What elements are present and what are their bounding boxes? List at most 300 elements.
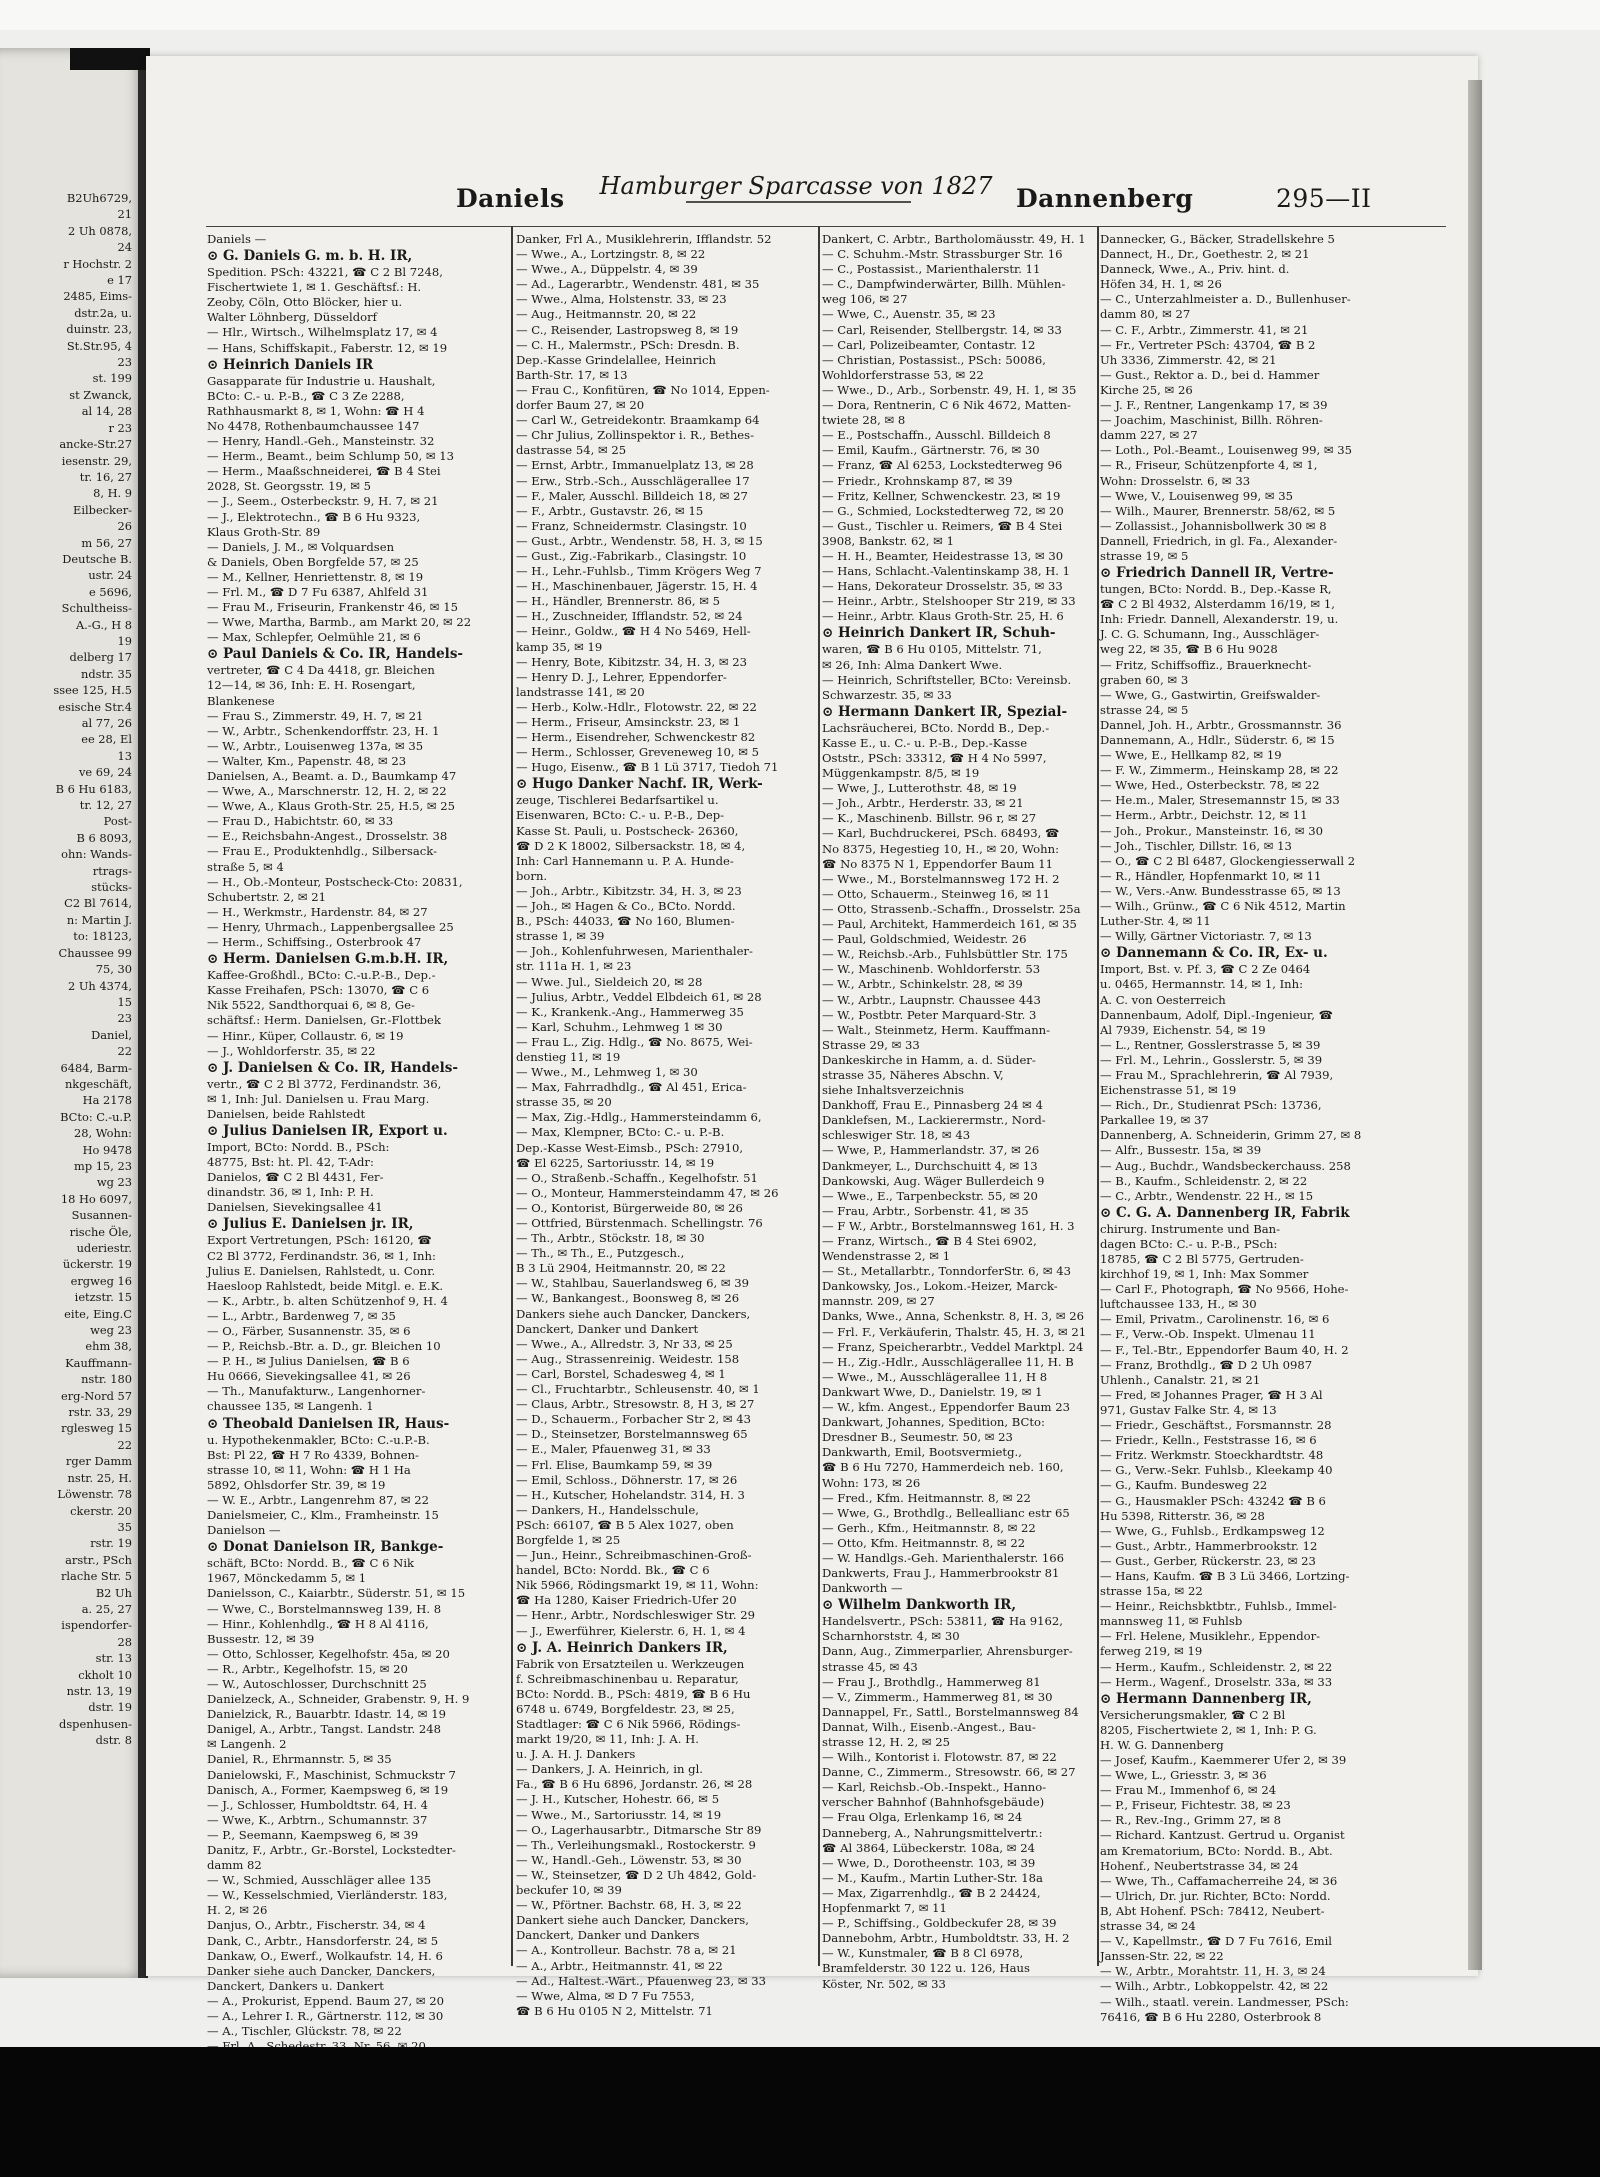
left-page-fragment: Daniel, bbox=[91, 1027, 132, 1042]
directory-entry-line: — K., Maschinenb. Billstr. 96 r, ✉ 27 bbox=[822, 811, 1037, 826]
directory-entry-line: — C., Unterzahlmeister a. D., Bullenhuser- bbox=[1100, 292, 1351, 307]
directory-entry-line: — Karl, Reichsb.-Ob.-Inspekt., Hanno- bbox=[822, 1780, 1047, 1795]
directory-entry-line: — Wwe, Martha, Barmb., am Markt 20, ✉ 22 bbox=[207, 615, 472, 630]
directory-entry-line: — Frau E., Produktenhdlg., Silbersack- bbox=[207, 844, 438, 859]
directory-entry-line: schäft, BCto: Nordd. B., ☎ C 6 Nik bbox=[207, 1556, 415, 1571]
firm-entry-heading: ⊙ Wilhelm Dankworth IR, bbox=[822, 1597, 1017, 1614]
directory-entry-line: — Wwe, G., Fuhlsb., Erdkampsweg 12 bbox=[1100, 1523, 1325, 1538]
directory-entry-line: Danklefsen, M., Lackierermstr., Nord- bbox=[822, 1113, 1046, 1128]
directory-entry-line: — Chr Julius, Zollinspektor i. R., Bethes- bbox=[516, 428, 755, 443]
left-page-fragment: dspenhusen- bbox=[59, 1716, 132, 1731]
directory-entry-line: Danielos, ☎ C 2 Bl 4431, Fer- bbox=[207, 1170, 384, 1185]
directory-entry-line: — Wwe., M., Borstelmannsweg 172 H. 2 bbox=[822, 871, 1060, 886]
directory-entry-line: — H., Werkmstr., Hardenstr. 84, ✉ 27 bbox=[207, 904, 428, 919]
directory-entry-line: — Wwe., E., Tarpenbeckstr. 55, ✉ 20 bbox=[822, 1188, 1038, 1203]
directory-entry-line: — C., Arbtr., Wendenstr. 22 H., ✉ 15 bbox=[1100, 1188, 1314, 1203]
directory-entry-line: — Wwe., M., Lehmweg 1, ✉ 30 bbox=[516, 1065, 698, 1080]
directory-entry-line: — Frau M., Sprachlehrerin, ☎ Al 7939, bbox=[1100, 1067, 1334, 1082]
directory-entry-line: H. 2, ✉ 26 bbox=[207, 1903, 268, 1918]
directory-entry-line: — Wilh., Maurer, Brennerstr. 58/62, ✉ 5 bbox=[1100, 503, 1336, 518]
directory-entry-line: ☎ Al 3864, Lübeckerstr. 108a, ✉ 24 bbox=[822, 1840, 1035, 1855]
directory-entry-line: — Frau, Arbtr., Sorbenstr. 41, ✉ 35 bbox=[822, 1203, 1029, 1218]
directory-entry-line: — Wwe., D., Arb., Sorbenstr. 49, H. 1, ✉ 35 bbox=[822, 382, 1077, 397]
directory-entry-line: — Hinr., Kohlenhdlg., ☎ H 8 Al 4116, bbox=[207, 1616, 429, 1631]
directory-entry-line: — Otto, Strassenb.-Schaffn., Drosselstr. 25a bbox=[822, 901, 1081, 916]
directory-entry-line: Dankert siehe auch Dancker, Danckers, bbox=[516, 1913, 749, 1928]
left-page-fragment: Eilbecker- bbox=[73, 502, 132, 517]
directory-entry-line: — Paul, Goldschmied, Weidestr. 26 bbox=[822, 932, 1027, 947]
directory-entry-line: — R., Arbtr., Kegelhofstr. 15, ✉ 20 bbox=[207, 1661, 408, 1676]
left-page-fragment: 19 bbox=[117, 633, 132, 648]
directory-entry-line: — Zollassist., Johannisbollwerk 30 ✉ 8 bbox=[1100, 518, 1327, 533]
directory-entry-line: Versicherungsmakler, ☎ C 2 Bl bbox=[1100, 1707, 1286, 1722]
directory-entry-line: — O., Monteur, Hammersteindamm 47, ✉ 26 bbox=[516, 1185, 779, 1200]
directory-entry-line: chirurg. Instrumente und Ban- bbox=[1100, 1221, 1281, 1236]
directory-entry-line: B, Abt Hohenf. PSch: 78412, Neubert- bbox=[1100, 1903, 1325, 1918]
directory-entry-line: Dep.-Kasse West-Eimsb., PSch: 27910, bbox=[516, 1140, 744, 1155]
firm-entry-heading: ⊙ Julius Danielsen IR, Export u. bbox=[207, 1122, 448, 1139]
left-page-fragment: duinstr. 23, bbox=[66, 322, 132, 337]
directory-entry-line: — Wwe, A., Marschnerstr. 12, H. 2, ✉ 22 bbox=[207, 784, 447, 799]
directory-entry-line: — Ulrich, Dr. jur. Richter, BCto: Nordd. bbox=[1100, 1888, 1331, 1903]
directory-entry-line: damm 227, ✉ 27 bbox=[1100, 428, 1198, 443]
directory-entry-line: — F., Arbtr., Gustavstr. 26, ✉ 15 bbox=[516, 503, 704, 518]
firm-entry-heading: ⊙ Heinrich Daniels IR bbox=[207, 356, 374, 373]
directory-entry-line: — Aug., Heitmannstr. 20, ✉ 22 bbox=[516, 307, 697, 322]
page-number: 295—II bbox=[1276, 184, 1372, 213]
directory-entry-line: verscher Bahnhof (Bahnhofsgebäude) bbox=[822, 1795, 1045, 1810]
directory-entry-line: — W., Maschinenb. Wohldorferstr. 53 bbox=[822, 962, 1041, 977]
directory-entry-line: — Rich., Dr., Studienrat PSch: 13736, bbox=[1100, 1098, 1322, 1113]
directory-entry-line: Bst: Pl 22, ☎ H 7 Ro 4339, Bohnen- bbox=[207, 1447, 419, 1462]
directory-entry-line: Dannappel, Fr., Sattl., Borstelmannsweg 84 bbox=[822, 1704, 1079, 1719]
directory-entry-line: — Alfr., Bussestr. 15a, ✉ 39 bbox=[1100, 1143, 1262, 1158]
left-page-fragment: ustr. 24 bbox=[88, 568, 132, 583]
directory-entry-line: — W., Kesselschmied, Vierländerstr. 183, bbox=[207, 1888, 448, 1903]
directory-entry-line: No 8375, Hegestieg 10, H., ✉ 20, Wohn: bbox=[822, 841, 1059, 856]
left-page-fragment: rtrags- bbox=[92, 863, 132, 878]
directory-entry-line: — Gust., Zig.-Fabrikarb., Clasingstr. 10 bbox=[516, 548, 747, 563]
directory-entry-line: Dresdner B., Seumestr. 50, ✉ 23 bbox=[822, 1430, 1013, 1445]
directory-entry-line: Dannebohm, Arbtr., Humboldtstr. 33, H. 2 bbox=[822, 1931, 1070, 1946]
directory-entry-line: — Wwe, E., Hellkamp 82, ✉ 19 bbox=[1100, 748, 1282, 763]
directory-entry-line: strasse 10, ✉ 11, Wohn: ☎ H 1 Ha bbox=[207, 1462, 411, 1477]
directory-entry-line: Fa., ☎ B 6 Hu 6896, Jordanstr. 26, ✉ 28 bbox=[516, 1777, 753, 1792]
header-right-name: Dannenberg bbox=[1016, 184, 1194, 213]
directory-entry-line: strasse 35, Näheres Abschn. V, bbox=[822, 1067, 1004, 1082]
directory-entry-line: — O., ☎ C 2 Bl 6487, Glockengiesserwall 2 bbox=[1100, 853, 1356, 868]
directory-entry-line: Danielowski, F., Maschinist, Schmuckstr 7 bbox=[207, 1767, 456, 1782]
directory-entry-line: Inh: Carl Hannemann u. P. A. Hunde- bbox=[516, 853, 734, 868]
directory-entry-line: 76416, ☎ B 6 Hu 2280, Osterbrook 8 bbox=[1100, 2009, 1322, 2024]
directory-entry-line: Blankenese bbox=[207, 693, 275, 708]
directory-entry-line: Kasse Freihafen, PSch: 13070, ☎ C 6 bbox=[207, 983, 430, 998]
directory-entry-line: — W., Vers.-Anw. Bundesstrasse 65, ✉ 13 bbox=[1100, 883, 1341, 898]
directory-entry-line: Danielson — bbox=[207, 1523, 281, 1538]
directory-entry-line: — Joh., Tischler, Dillstr. 16, ✉ 13 bbox=[1100, 838, 1292, 853]
directory-entry-line: — A., Prokurist, Eppend. Baum 27, ✉ 20 bbox=[207, 1993, 445, 2008]
directory-entry-line: — Heinr., Arbtr. Klaus Groth-Str. 25, H. 6 bbox=[822, 609, 1064, 624]
directory-entry-line: — Frl. M., ☎ D 7 Fu 6387, Ahlfeld 31 bbox=[207, 584, 429, 599]
directory-entry-line: — A., Tischler, Glückstr. 78, ✉ 22 bbox=[207, 2024, 402, 2039]
left-page-fragment: nstr. 25, H. bbox=[67, 1470, 132, 1485]
left-page-fragment: nkgeschäft, bbox=[64, 1076, 132, 1091]
left-page-fragment: ckholt 10 bbox=[78, 1667, 132, 1682]
directory-entry-line: tungen, BCto: Nordd. B., Dep.-Kasse R, bbox=[1100, 582, 1332, 597]
directory-entry-line: dinandstr. 36, ✉ 1, Inh: P. H. bbox=[207, 1185, 374, 1200]
directory-entry-line: — C. Schuhm.-Mstr. Strassburger Str. 16 bbox=[822, 247, 1063, 262]
directory-entry-line: luftchaussee 133, H., ✉ 30 bbox=[1100, 1297, 1257, 1312]
directory-entry-line: Import, BCto: Nordd. B., PSch: bbox=[207, 1139, 390, 1154]
left-page-fragment: 23 bbox=[117, 355, 132, 370]
left-page-fragment: st. 199 bbox=[92, 371, 132, 386]
directory-entry-line: graben 60, ✉ 3 bbox=[1100, 672, 1189, 687]
directory-entry-line: — Joh., ✉ Hagen & Co., BCto. Nordd. bbox=[516, 899, 736, 914]
directory-entry-line: — H., Maschinenbauer, Jägerstr. 15, H. 4 bbox=[516, 579, 758, 594]
directory-entry-line: — Carl, Reisender, Stellbergstr. 14, ✉ 33 bbox=[822, 322, 1062, 337]
directory-entry-line: — H., Ob.-Monteur, Postscheck-Cto: 20831, bbox=[207, 874, 463, 889]
left-page-fragment: 24 bbox=[117, 240, 132, 255]
directory-entry-line: Dankwart Wwe, D., Danielstr. 19, ✉ 1 bbox=[822, 1384, 1043, 1399]
directory-entry-line: twiete 28, ✉ 8 bbox=[822, 413, 906, 428]
directory-entry-line: strasse 19, ✉ 5 bbox=[1100, 548, 1189, 563]
directory-entry-line: Julius E. Danielsen, Rahlstedt, u. Conr. bbox=[207, 1263, 436, 1278]
directory-entry-line: — D., Schauerm., Forbacher Str 2, ✉ 43 bbox=[516, 1412, 751, 1427]
directory-entry-line: Danielsen, A., Beamt. a. D., Baumkamp 47 bbox=[207, 769, 457, 783]
directory-entry-line: — Wwe, G., Brothdlg., Belleallianc estr 65 bbox=[822, 1505, 1070, 1520]
directory-entry-line: — Frau M., Friseurin, Frankenstr 46, ✉ 15 bbox=[207, 600, 458, 615]
directory-entry-line: — Wwe., M., Ausschlägerallee 11, H 8 bbox=[822, 1369, 1048, 1384]
left-page-fragment: Susannen- bbox=[71, 1208, 132, 1223]
directory-entry-line: Schubertstr. 2, ✉ 21 bbox=[207, 889, 326, 904]
directory-entry-line: strasse 24, ✉ 5 bbox=[1100, 702, 1189, 717]
left-page-fragment: stücks- bbox=[91, 880, 132, 895]
directory-entry-line: — Wilh., Arbtr., Lobkoppelstr. 42, ✉ 22 bbox=[1100, 1979, 1329, 1994]
directory-entry-line: Kirche 25, ✉ 26 bbox=[1100, 382, 1193, 397]
directory-entry-line: — Wwe, C., Auenstr. 35, ✉ 23 bbox=[822, 307, 996, 322]
directory-entry-line: — Th., ✉ Th., E., Putzgesch., bbox=[516, 1246, 685, 1261]
directory-entry-line: — Herm., Schiffsing., Osterbrook 47 bbox=[207, 935, 422, 950]
directory-entry-line: — Ad., Lagerarbtr., Wendenstr. 481, ✉ 35 bbox=[516, 277, 760, 292]
directory-entry-line: Danks, Wwe., Anna, Schenkstr. 8, H. 3, ✉ 26 bbox=[822, 1309, 1084, 1324]
directory-entry-line: Dankmeyer, L., Durchschuitt 4, ✉ 13 bbox=[822, 1158, 1038, 1173]
directory-entry-line: Dannel, Joh. H., Arbtr., Grossmannstr. 36 bbox=[1100, 717, 1342, 732]
directory-entry-line: — R., Friseur, Schützenpforte 4, ✉ 1, bbox=[1100, 458, 1318, 473]
directory-entry-line: 2028, St. Georgsstr. 19, ✉ 5 bbox=[207, 479, 372, 494]
directory-entry-line: — Fred, ✉ Johannes Prager, ☎ H 3 Al bbox=[1100, 1387, 1323, 1402]
directory-entry-line: — L., Rentner, Gosslerstrasse 5, ✉ 39 bbox=[1100, 1037, 1321, 1052]
directory-entry-line: zeuge, Tischlerei Bedarfsartikel u. bbox=[516, 793, 719, 808]
directory-entry-line: — Dankers, H., Handelsschule, bbox=[516, 1502, 699, 1517]
directory-entry-line: — O., Färber, Susannenstr. 35, ✉ 6 bbox=[207, 1324, 411, 1338]
directory-entry-line: — Richard. Kantzust. Gertrud u. Organist bbox=[1100, 1828, 1345, 1843]
directory-entry-line: Danielzick, R., Bauarbtr. Idastr. 14, ✉ 19 bbox=[207, 1707, 446, 1722]
directory-entry-line: Dankert, C. Arbtr., Bartholomäusstr. 49, H. 1 bbox=[822, 232, 1086, 246]
left-page-fragment: ietzstr. 15 bbox=[74, 1290, 132, 1305]
firm-entry-heading: ⊙ Theobald Danielsen IR, Haus- bbox=[207, 1415, 450, 1432]
directory-entry-line: — W., Pförtner. Bachstr. 68, H. 3, ✉ 22 bbox=[516, 1898, 742, 1913]
directory-entry-line: vertreter, ☎ C 4 Da 4418, gr. Bleichen bbox=[207, 663, 435, 678]
directory-entry-line: — H., Zig.-Hdlr., Ausschlägerallee 11, H. B bbox=[822, 1354, 1074, 1369]
left-page-fragment: tr. 12, 27 bbox=[79, 798, 132, 813]
directory-entry-line: — Fritz, Kellner, Schwenckestr. 23, ✉ 19 bbox=[822, 488, 1061, 503]
directory-entry-line: Hopfenmarkt 7, ✉ 11 bbox=[822, 1901, 947, 1916]
directory-entry-line: damm 80, ✉ 27 bbox=[1100, 307, 1191, 322]
directory-entry-line: — Hinr., Küper, Collaustr. 6, ✉ 19 bbox=[207, 1028, 404, 1043]
left-page-fragment: dstr. 8 bbox=[95, 1733, 132, 1748]
directory-entry-line: ☎ D 2 K 18002, Silbersackstr. 18, ✉ 4, bbox=[516, 838, 746, 853]
directory-entry-line: Hu 5398, Ritterstr. 36, ✉ 28 bbox=[1100, 1508, 1265, 1523]
left-page-fragment: 22 bbox=[117, 1437, 132, 1452]
left-page-fragment: eite, Eing.C bbox=[64, 1306, 132, 1321]
directory-entry-line: — Henry, Bote, Kibitzstr. 34, H. 3, ✉ 23 bbox=[516, 654, 748, 669]
directory-entry-line: Al 7939, Eichenstr. 54, ✉ 19 bbox=[1100, 1022, 1266, 1037]
directory-entry-line: ☎ No 8375 N 1, Eppendorfer Baum 11 bbox=[822, 856, 1053, 871]
left-page-fragment: ückerstr. 19 bbox=[62, 1257, 132, 1272]
directory-entry-line: — W., Kunstmaler, ☎ B 8 Cl 6978, bbox=[822, 1946, 1024, 1961]
directory-entry-line: — Frau J., Brothdlg., Hammerweg 81 bbox=[822, 1674, 1041, 1689]
directory-entry-line: Dankhoff, Frau E., Pinnasberg 24 ✉ 4 bbox=[822, 1098, 1043, 1113]
left-page-fragment: n: Martin J. bbox=[66, 912, 132, 927]
directory-entry-line: — J., Ewerführer, Kielerstr. 6, H. 1, ✉ 4 bbox=[516, 1623, 746, 1638]
directory-entry-line: Strasse 29, ✉ 33 bbox=[822, 1037, 920, 1052]
left-page-fragment: rstr. 33, 29 bbox=[68, 1405, 132, 1420]
directory-entry-line: str. 111a H. 1, ✉ 23 bbox=[516, 959, 632, 974]
directory-entry-line: 12—14, ✉ 36, Inh: E. H. Rosengart, bbox=[207, 678, 416, 693]
directory-entry-line: — Wwe., A., Allredstr. 3, Nr 33, ✉ 25 bbox=[516, 1336, 733, 1351]
directory-entry-line: — A., Lehrer I. R., Gärtnerstr. 112, ✉ 30 bbox=[207, 2009, 444, 2024]
directory-entry-line: — Gust., Gerber, Rückerstr. 23, ✉ 23 bbox=[1100, 1553, 1316, 1568]
directory-entry-line: — Franz, ☎ Al 6253, Lockstedterweg 96 bbox=[822, 458, 1063, 473]
directory-entry-line: 48775, Bst: ht. Pl. 42, T-Adr: bbox=[207, 1155, 374, 1170]
left-page-fragment: Post- bbox=[103, 814, 132, 829]
directory-entry-line: — Franz, Brothdlg., ☎ D 2 Uh 0987 bbox=[1100, 1357, 1313, 1372]
left-page-fragment: al 77, 26 bbox=[81, 716, 132, 730]
left-page-fragment: m 56, 27 bbox=[81, 535, 132, 550]
directory-entry-line: — Frau C., Konfitüren, ☎ No 1014, Eppen- bbox=[516, 382, 770, 397]
directory-entry-line: — Christian, Postassist., PSch: 50086, bbox=[822, 352, 1046, 367]
directory-entry-line: Wohldorferstrasse 53, ✉ 22 bbox=[822, 367, 984, 382]
directory-entry-line: — Henr., Arbtr., Nordschleswiger Str. 29 bbox=[516, 1608, 756, 1623]
left-page-fragment: 2 Uh 0878, bbox=[67, 223, 132, 238]
directory-entry-line: beckufer 10, ✉ 39 bbox=[516, 1883, 622, 1898]
directory-entry-line: Höfen 34, H. 1, ✉ 26 bbox=[1100, 277, 1222, 292]
left-page-fragment: 23 bbox=[117, 1011, 132, 1026]
directory-entry-line: — P., Seemann, Kaempsweg 6, ✉ 39 bbox=[207, 1827, 419, 1842]
directory-entry-line: Danker siehe auch Dancker, Danckers, bbox=[207, 1963, 436, 1978]
directory-entry-line: Danielzeck, A., Schneider, Grabenstr. 9, H. 9 bbox=[207, 1692, 470, 1707]
directory-entry-line: — J., Seem., Osterbeckstr. 9, H. 7, ✉ 21 bbox=[207, 494, 439, 509]
directory-entry-line: Zeoby, Cöln, Otto Blöcker, hier u. bbox=[207, 295, 403, 310]
directory-entry-line: — He.m., Maler, Stresemannstr 15, ✉ 33 bbox=[1100, 793, 1340, 808]
directory-entry-line: — Willy, Gärtner Victoriastr. 7, ✉ 13 bbox=[1100, 929, 1312, 944]
directory-entry-line: — Hans, Schlacht.-Valentinskamp 38, H. 1 bbox=[822, 564, 1071, 579]
directory-entry-line: weg 22, ✉ 35, ☎ B 6 Hu 9028 bbox=[1100, 642, 1278, 657]
directory-entry-line: Dann, Aug., Zimmerparlier, Ahrensburger- bbox=[822, 1644, 1073, 1659]
directory-entry-line: Dankwerts, Frau J., Hammerbrookstr 81 bbox=[822, 1566, 1060, 1581]
directory-entry-line: PSch: 66107, ☎ B 5 Alex 1027, oben bbox=[516, 1517, 734, 1532]
directory-entry-line: Hu 0666, Sievekingsallee 41, ✉ 26 bbox=[207, 1369, 411, 1384]
directory-entry-line: vertr., ☎ C 2 Bl 3772, Ferdinandstr. 36, bbox=[207, 1076, 442, 1091]
left-page-fragment: esische Str.4 bbox=[58, 699, 132, 714]
directory-entry-line: B 3 Lü 2904, Heitmannstr. 20, ✉ 22 bbox=[516, 1261, 726, 1276]
left-page-text-fragments bbox=[0, 190, 132, 1749]
directory-entry-line: schleswiger Str. 18, ✉ 43 bbox=[822, 1128, 971, 1143]
directory-entry-line: — W., Handl.-Geh., Löwenstr. 53, ✉ 30 bbox=[516, 1852, 742, 1867]
left-page-fragment: A.-G., H 8 bbox=[75, 617, 132, 632]
sparcasse-logo bbox=[599, 154, 993, 214]
directory-entry-line: Dankeskirche in Hamm, a. d. Süder- bbox=[822, 1052, 1036, 1067]
directory-entry-line: — C., Dampfwinderwärter, Billh. Mühlen- bbox=[822, 277, 1066, 292]
firm-entry-heading: ⊙ C. G. A. Dannenberg IR, Fabrik bbox=[1100, 1204, 1350, 1221]
directory-entry-line: Danjus, O., Arbtr., Fischerstr. 34, ✉ 4 bbox=[207, 1918, 426, 1933]
firm-entry-heading: ⊙ Herm. Danielsen G.m.b.H. IR, bbox=[207, 951, 449, 968]
directory-entry-line: — Wwe, Hed., Osterbeckstr. 78, ✉ 22 bbox=[1100, 778, 1320, 793]
column-divider bbox=[511, 226, 513, 1966]
directory-entry-line: — Fritz, Schiffsoffiz., Brauerknecht- bbox=[1100, 657, 1312, 672]
directory-entry-line: — Wwe, A., Klaus Groth-Str. 25, H.5, ✉ 25 bbox=[207, 799, 456, 814]
directory-entry-line: ✉ 1, Inh: Jul. Danielsen u. Frau Marg. bbox=[207, 1091, 430, 1106]
firm-entry-heading: ⊙ Hermann Dankert IR, Spezial- bbox=[822, 703, 1068, 720]
page-edge bbox=[1468, 80, 1482, 1970]
left-page-fragment: nstr. 13, 19 bbox=[66, 1683, 132, 1698]
directory-entry-line: — W., Arbtr., Schinkelstr. 28, ✉ 39 bbox=[822, 977, 1023, 992]
directory-entry-line: — Karl, Schuhm., Lehmweg 1 ✉ 30 bbox=[516, 1019, 723, 1034]
left-page-fragment: C2 Bl 7614, bbox=[64, 896, 132, 911]
directory-entry-line: Dannat, Wilh., Eisenb.-Angest., Bau- bbox=[822, 1719, 1036, 1734]
directory-entry-line: Export Vertretungen, PSch: 16120, ☎ bbox=[207, 1233, 432, 1248]
directory-entry-line: Lachsräucherei, BCto. Nordd B., Dep.- bbox=[822, 720, 1050, 735]
directory-entry-line: — Henry, Handl.-Geh., Mansteinstr. 32 bbox=[207, 434, 435, 449]
directory-entry-line: — Wwe, G., Gastwirtin, Greifswalder- bbox=[1100, 687, 1321, 702]
left-page-fragment: Ha 2178 bbox=[82, 1093, 132, 1108]
directory-entry-line: — P., Reichsb.-Btr. a. D., gr. Bleichen 10 bbox=[207, 1339, 441, 1354]
directory-entry-line: — D., Steinsetzer, Borstelmannsweg 65 bbox=[516, 1427, 748, 1442]
directory-entry-line: ☎ El 6225, Sartoriusstr. 14, ✉ 19 bbox=[516, 1155, 715, 1170]
firm-entry-heading: ⊙ Friedrich Dannell IR, Vertre- bbox=[1100, 565, 1334, 582]
left-page-fragment: 21 bbox=[117, 207, 132, 222]
directory-entry-line: handel, BCto: Nordd. Bk., ☎ C 6 bbox=[516, 1563, 710, 1578]
directory-entry-line: — Fr., Vertreter PSch: 43704, ☎ B 2 bbox=[1100, 337, 1316, 352]
directory-entry-line: — Walt., Steinmetz, Herm. Kauffmann- bbox=[822, 1022, 1051, 1037]
directory-entry-line: kamp 35, ✉ 19 bbox=[516, 639, 603, 654]
directory-entry-line: — Friedr., Kelln., Feststrasse 16, ✉ 6 bbox=[1100, 1433, 1317, 1448]
left-page-fragment: r Hochstr. 2 bbox=[63, 256, 132, 271]
directory-entry-line: Schwarzestr. 35, ✉ 33 bbox=[822, 687, 952, 702]
left-page-fragment: ehm 38, bbox=[85, 1339, 132, 1354]
directory-entry-line: 8205, Fischertwiete 2, ✉ 1, Inh: P. G. bbox=[1100, 1722, 1317, 1737]
directory-entry-line: — Hans, Dekorateur Drosselstr. 35, ✉ 33 bbox=[822, 579, 1063, 594]
directory-entry-line: — W., Stahlbau, Sauerlandsweg 6, ✉ 39 bbox=[516, 1276, 750, 1291]
directory-entry-line: — Wwe., M., Sartoriusstr. 14, ✉ 19 bbox=[516, 1807, 722, 1822]
directory-entry-line: Danigel, A., Arbtr., Tangst. Landstr. 248 bbox=[207, 1722, 441, 1737]
directory-entry-line: Kaffee-Großhdl., BCto: C.-u.P.-B., Dep.- bbox=[207, 968, 436, 983]
directory-entry-line: Wohn: 173, ✉ 26 bbox=[822, 1475, 921, 1490]
left-page-fragment: Löwenstr. 78 bbox=[57, 1487, 132, 1502]
directory-entry-line: — Max, Zig.-Hdlg., Hammersteindamm 6, bbox=[516, 1110, 762, 1125]
directory-entry-line: — Franz, Wirtsch., ☎ B 4 Stei 6902, bbox=[822, 1234, 1037, 1248]
directory-entry-line: — Joh., Prokur., Mansteinstr. 16, ✉ 30 bbox=[1100, 823, 1323, 838]
directory-entry-line: Bussestr. 12, ✉ 39 bbox=[207, 1631, 315, 1646]
directory-entry-line: strasse 34, ✉ 24 bbox=[1100, 1919, 1196, 1934]
directory-entry-line: — F., Tel.-Btr., Eppendorfer Baum 40, H. 2 bbox=[1100, 1342, 1349, 1357]
directory-entry-line: kirchhof 19, ✉ 1, Inh: Max Sommer bbox=[1100, 1267, 1309, 1282]
directory-entry-line: — K., Krankenk.-Ang., Hammerweg 35 bbox=[516, 1004, 744, 1019]
left-page-fragment: ispendorfer- bbox=[61, 1618, 132, 1633]
directory-entry-line: — P. H., ✉ Julius Danielsen, ☎ B 6 bbox=[207, 1354, 410, 1369]
directory-entry-line: — Claus, Arbtr., Stresowstr. 8, H 3, ✉ 27 bbox=[516, 1397, 755, 1412]
directory-entry-line: — F W., Arbtr., Borstelmannsweg 161, H. 3 bbox=[822, 1218, 1075, 1233]
directory-entry-line: — O., Lagerhausarbtr., Ditmarsche Str 89 bbox=[516, 1822, 762, 1837]
directory-entry-line: & Daniels, Oben Borgfelde 57, ✉ 25 bbox=[207, 554, 419, 569]
directory-entry-line: — W., kfm. Angest., Eppendorfer Baum 23 bbox=[822, 1400, 1070, 1415]
left-page-fragment: to: 18123, bbox=[73, 929, 132, 944]
directory-entry-line: — Otto, Schlosser, Kegelhofstr. 45a, ✉ 20 bbox=[207, 1646, 450, 1661]
directory-entry-line: Klaus Groth-Str. 89 bbox=[207, 524, 321, 539]
directory-entry-line: — Heinrich, Schriftsteller, BCto: Vereinsb. bbox=[822, 672, 1072, 687]
directory-entry-line: — W., Steinsetzer, ☎ D 2 Uh 4842, Gold- bbox=[516, 1867, 757, 1882]
directory-entry-line: — W., Arbtr., Morahtstr. 11, H. 3, ✉ 24 bbox=[1100, 1964, 1326, 1979]
directory-entry-line: — Paul, Architekt, Hammerdeich 161, ✉ 35 bbox=[822, 917, 1077, 932]
left-page-fragment: St.Str.95, 4 bbox=[66, 338, 132, 353]
directory-entry-line: — H., Händler, Brennerstr. 86, ✉ 5 bbox=[516, 594, 720, 609]
left-page-fragment: Kauffmann- bbox=[65, 1355, 132, 1370]
directory-entry-line: — Frl. Helene, Musiklehr., Eppendor- bbox=[1100, 1629, 1321, 1644]
directory-entry-line: — H., Zuschneider, Ifflandstr. 52, ✉ 24 bbox=[516, 609, 743, 624]
directory-entry-line: — Emil, Kaufm., Gärtnerstr. 76, ✉ 30 bbox=[822, 443, 1040, 458]
directory-entry-line: — Carl, Polizeibeamter, Contastr. 12 bbox=[822, 337, 1036, 352]
directory-entry-line: — Frl. Elise, Baumkamp 59, ✉ 39 bbox=[516, 1457, 713, 1472]
directory-entry-line: — Th., Arbtr., Stöckstr. 18, ✉ 30 bbox=[516, 1231, 705, 1246]
directory-entry-line: — Wilh., Kontorist i. Flotowstr. 87, ✉ 22 bbox=[822, 1750, 1057, 1765]
directory-entry-line: Dannenberg, A. Schneiderin, Grimm 27, ✉ 8 bbox=[1100, 1128, 1362, 1143]
left-page-fragment: Deutsche B. bbox=[62, 551, 132, 566]
directory-entry-line: — Herm., Wagenf., Droselstr. 33a, ✉ 33 bbox=[1100, 1674, 1333, 1689]
directory-entry-line: Bramfelderstr. 30 122 u. 126, Haus bbox=[822, 1961, 1030, 1976]
directory-entry-line: Dankaw, O., Ewerf., Wolkaufstr. 14, H. 6 bbox=[207, 1948, 443, 1963]
directory-entry-line: Stadtlager: ☎ C 6 Nik 5966, Rödings- bbox=[516, 1717, 741, 1731]
directory-entry-line: Luther-Str. 4, ✉ 11 bbox=[1100, 914, 1211, 929]
directory-entry-line: — C., Postassist., Marienthalerstr. 11 bbox=[822, 262, 1041, 277]
directory-entry-line: — W., Reichsb.-Arb., Fuhlsbüttler Str. 175 bbox=[822, 947, 1068, 962]
directory-entry-line: — Aug., Buchdr., Wandsbeckerchauss. 258 bbox=[1100, 1158, 1351, 1173]
directory-entry-line: — J., Schlosser, Humboldtstr. 64, H. 4 bbox=[207, 1797, 429, 1812]
directory-entry-line: straße 5, ✉ 4 bbox=[207, 859, 284, 874]
left-page-fragment: arstr., PSch bbox=[65, 1552, 132, 1567]
directory-entry-line: Dank, C., Arbtr., Hansdorferstr. 24, ✉ 5 bbox=[207, 1933, 439, 1948]
directory-entry-line: — Frl. F., Verkäuferin, Thalstr. 45, H. 3, ✉ 21 bbox=[822, 1324, 1087, 1339]
left-page-fragment: mp 15, 23 bbox=[74, 1158, 132, 1173]
directory-entry-line: — F. W., Zimmerm., Heinskamp 28, ✉ 22 bbox=[1100, 763, 1339, 778]
directory-entry-line: — Carl W., Getreidekontr. Braamkamp 64 bbox=[516, 413, 760, 428]
directory-entry-line: — Franz, Schneidermstr. Clasingstr. 10 bbox=[516, 518, 747, 533]
directory-entry-line: Janssen-Str. 22, ✉ 22 bbox=[1100, 1949, 1224, 1964]
directory-entry-line: C2 Bl 3772, Ferdinandstr. 36, ✉ 1, Inh: bbox=[207, 1248, 436, 1263]
directory-entry-line: Walter Löhnberg, Düsseldorf bbox=[207, 310, 377, 325]
directory-entry-line: — H., Lehr.-Fuhlsb., Timm Krögers Weg 7 bbox=[516, 564, 762, 579]
directory-entry-line: landstrasse 141, ✉ 20 bbox=[516, 684, 645, 699]
directory-entry-line: — M., Kaufm., Martin Luther-Str. 18a bbox=[822, 1870, 1043, 1885]
left-page-fragment: ssee 125, H.5 bbox=[53, 683, 132, 698]
directory-entry-line: — L., Arbtr., Bardenweg 7, ✉ 35 bbox=[207, 1308, 396, 1323]
directory-entry-line: — Herm., Beamt., beim Schlump 50, ✉ 13 bbox=[207, 449, 454, 464]
directory-entry-line: — W., Bankangest., Boonsweg 8, ✉ 26 bbox=[516, 1291, 740, 1306]
directory-column-2 bbox=[516, 232, 814, 2019]
directory-entry-line: mannsweg 11, ✉ Fuhlsb bbox=[1100, 1614, 1243, 1629]
directory-entry-line: f. Schreibmaschinenbau u. Reparatur, bbox=[516, 1671, 739, 1686]
directory-entry-line: — Joh., Arbtr., Kibitzstr. 34, H. 3, ✉ 23 bbox=[516, 883, 742, 898]
directory-entry-line: — Hans, Kaufm. ☎ B 3 Lü 3466, Lortzing- bbox=[1100, 1568, 1350, 1583]
